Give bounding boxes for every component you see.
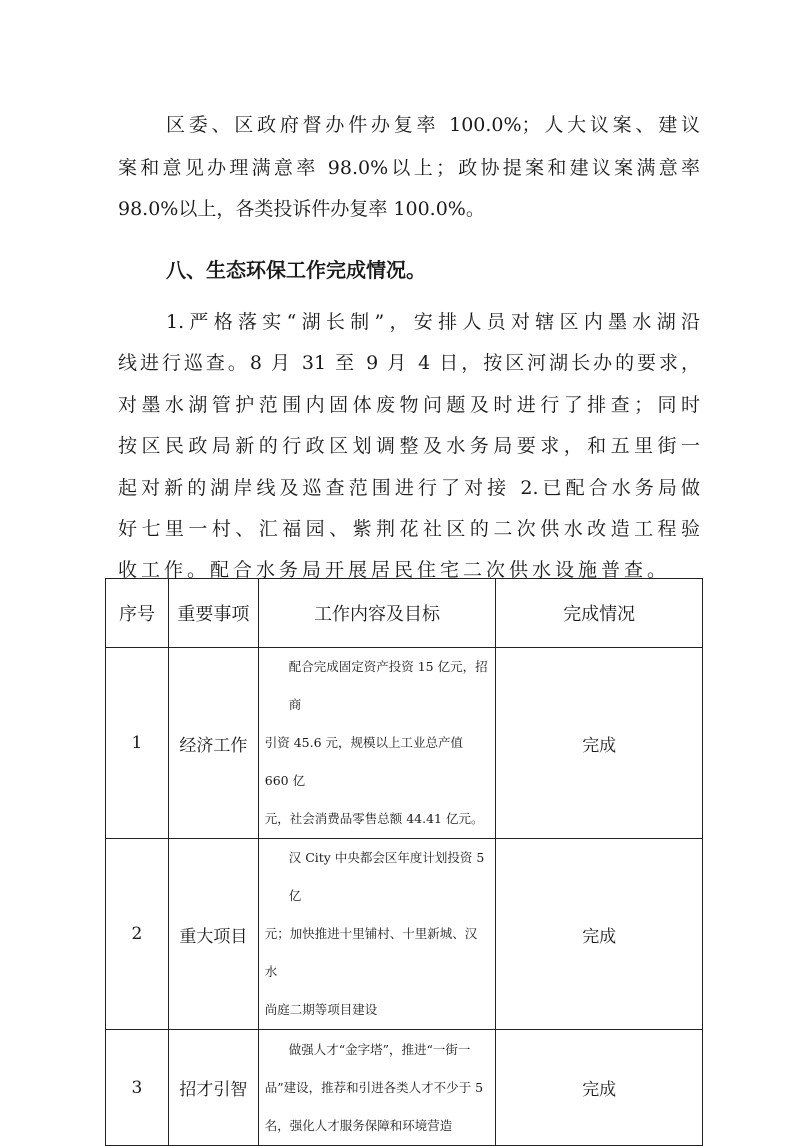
- cell-item: 招才引智: [168, 1030, 258, 1146]
- text-line: 案和意见办理满意率 98.0%以上；政协提案和建议案满意率: [118, 157, 700, 179]
- text-line: 起对新的湖岸线及巡查范围进行了对接 2.已配合水务局做: [118, 477, 700, 499]
- section-heading: 八、生态环保工作完成情况。: [166, 258, 426, 282]
- work-table: [105, 578, 703, 1146]
- content-line: 引资 45.6 元，规模以上工业总产值 660 亿: [264, 735, 464, 788]
- text-line: 好七里一村、汇福园、紫荆花社区的二次供水改造工程验: [118, 518, 700, 540]
- header-status: 完成情况: [496, 579, 703, 648]
- cell-item: 经济工作: [168, 648, 258, 839]
- text-line: 按区民政局新的行政区划调整及水务局要求，和五里街一: [118, 435, 700, 457]
- text-line: 区委、区政府督办件办复率 100.0%；人大议案、建议: [166, 114, 700, 136]
- cell-content: [258, 839, 496, 1030]
- text-line: 98.0%以上，各类投诉件办复率 100.0%。: [118, 198, 485, 220]
- content-line: 名，强化人才服务保障和环境营造: [264, 1117, 453, 1133]
- header-content: 工作内容及目标: [258, 579, 496, 648]
- content-line: 做强人才“金字塔”，推进“一街一: [288, 1041, 471, 1057]
- table-row: [106, 839, 703, 1030]
- text-line: 收工作。配合水务局开展居民住宅二次供水设施普查。: [118, 559, 671, 581]
- content-line: 元，社会消费品零售总额 44.41 亿元。: [264, 811, 484, 826]
- cell-no: 2: [106, 839, 169, 1030]
- cell-content: [258, 1030, 496, 1146]
- cell-no: 3: [106, 1030, 169, 1146]
- content-line: 尚庭二期等项目建设: [264, 1002, 378, 1017]
- header-no: 序号: [106, 579, 169, 648]
- content-line: 品”建设，推荐和引进各类人才不少于 5: [264, 1079, 484, 1095]
- cell-status: 完成: [496, 839, 703, 1030]
- content-line: 汉 City 中央都会区年度计划投资 5 亿: [288, 850, 485, 903]
- text-line: 对墨水湖管护范围内固体废物问题及时进行了排查；同时: [118, 394, 700, 416]
- cell-content: [258, 648, 496, 839]
- text-line: 1.严格落实“湖长制”，安排人员对辖区内墨水湖沿: [166, 311, 700, 333]
- text-line: 线进行巡查。8 月 31 至 9 月 4 日，按区河湖长办的要求，: [118, 352, 700, 374]
- cell-status: 完成: [496, 1030, 703, 1146]
- table-row: [106, 648, 703, 839]
- content-line: 配合完成固定资产投资 15 亿元，招商: [288, 659, 488, 712]
- table-header-row: [106, 579, 703, 648]
- content-line: 元；加快推进十里铺村、十里新城、汉水: [264, 926, 478, 979]
- cell-no: 1: [106, 648, 169, 839]
- table-row: [106, 1030, 703, 1146]
- header-item: 重要事项: [168, 579, 258, 648]
- cell-item: 重大项目: [168, 839, 258, 1030]
- cell-status: 完成: [496, 648, 703, 839]
